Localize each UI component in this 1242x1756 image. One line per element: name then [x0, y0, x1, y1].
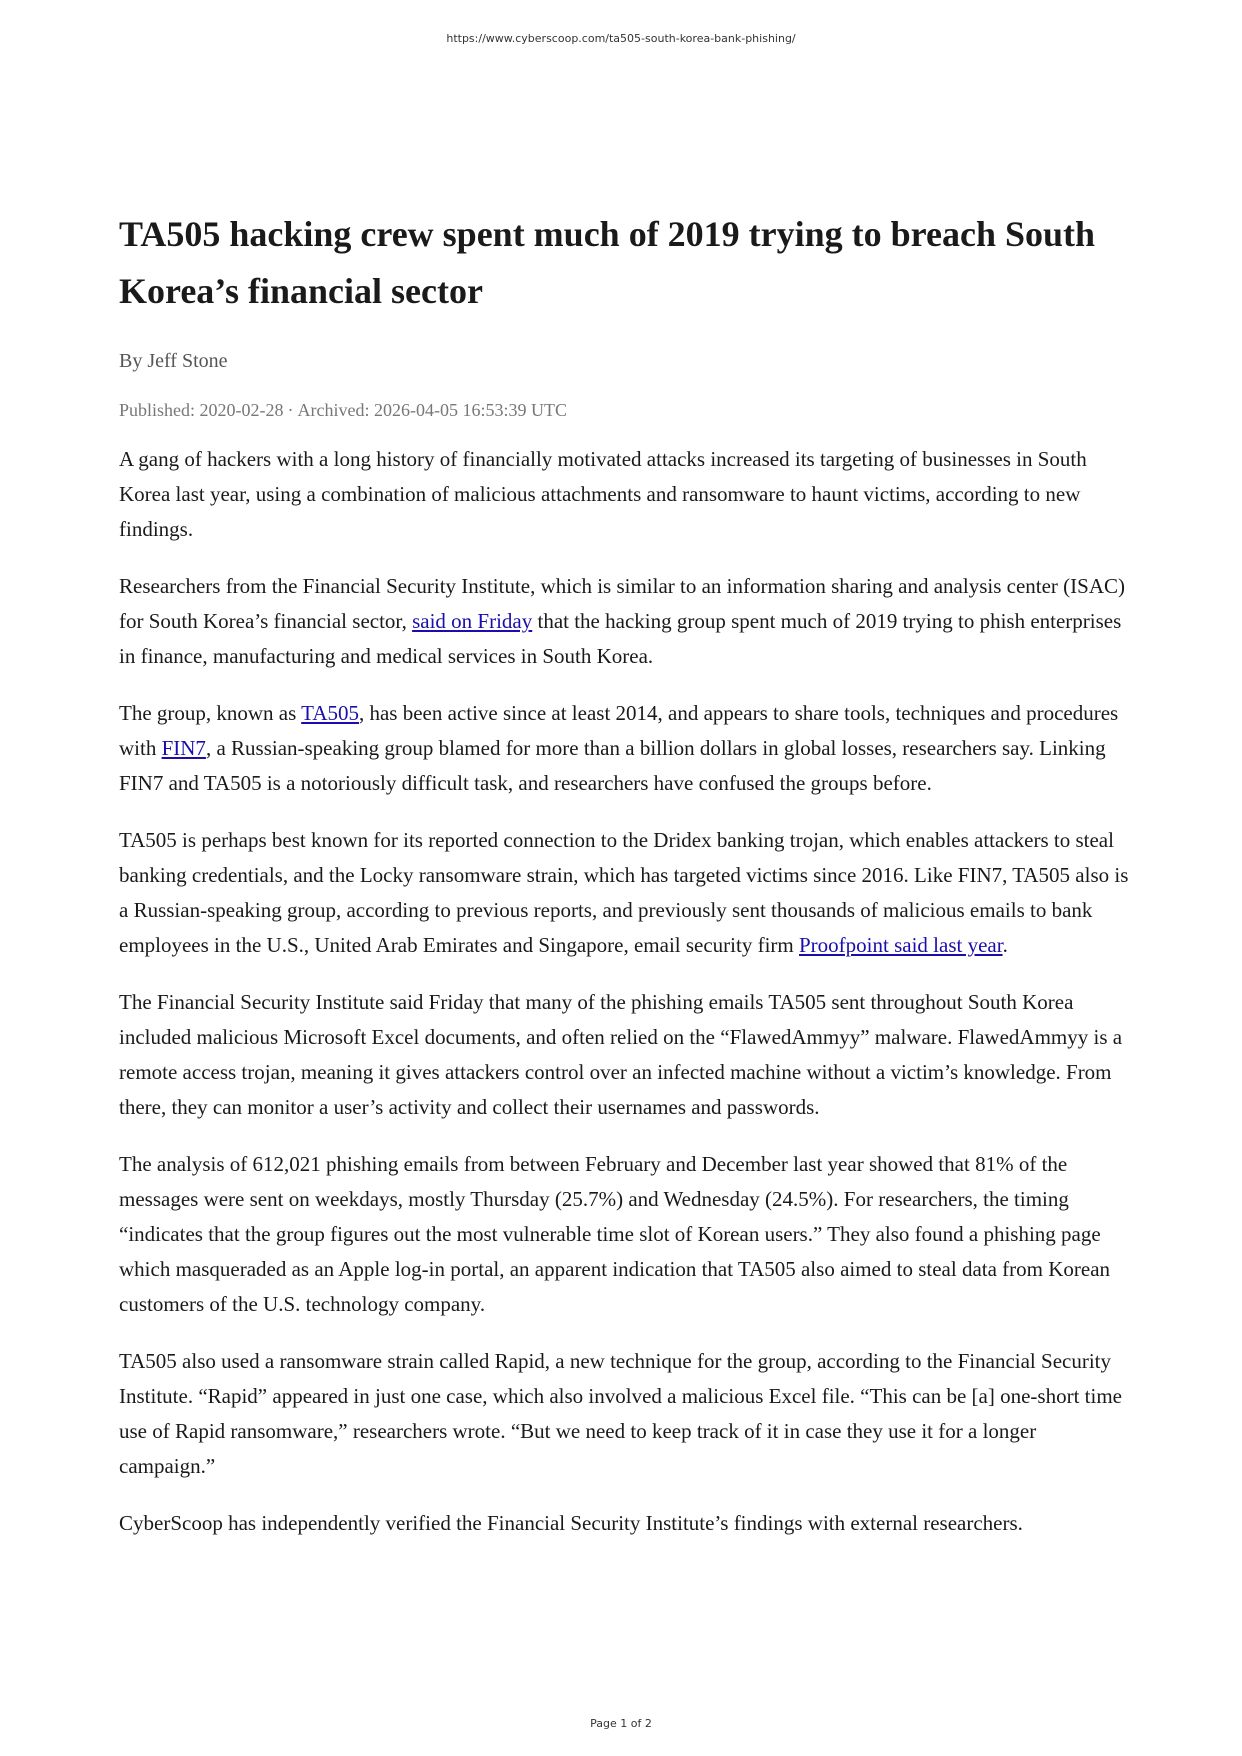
paragraph-3-text-start: The group, known as	[119, 701, 302, 725]
paragraph-3-text-mid: , has been active since at least 2014, and appears to share tools, techniques and procedures with	[119, 701, 1119, 760]
paragraph-4	[119, 823, 1129, 963]
paragraph-2	[119, 569, 1129, 674]
paragraph-3	[119, 696, 1129, 801]
proofpoint-link[interactable]: Proofpoint said last year	[799, 933, 1003, 957]
page-number-footer: Page 1 of 2	[590, 1717, 652, 1730]
paragraph-4-text-end: .	[1002, 933, 1008, 957]
article-byline: By Jeff Stone	[119, 350, 228, 372]
meta-separator: ·	[287, 400, 294, 420]
article-meta	[119, 398, 1129, 422]
article-title: TA505 hacking crew spent much of 2019 trying to breach South Korea’s financial sector	[119, 214, 1096, 311]
said-on-friday-link[interactable]: said on Friday	[412, 609, 533, 633]
paragraph-2-text-start: Researchers from the Financial Security Institute, which is similar to an information sharing and analysis center (ISAC) for South Korea’s financial sector,	[119, 574, 1125, 633]
fin7-link[interactable]: FIN7	[161, 736, 206, 760]
article	[119, 206, 1129, 1563]
paragraph-8: CyberScoop has independently verified the Financial Security Institute’s findings with external researchers.	[119, 1511, 1023, 1535]
paragraph-7: TA505 also used a ransomware strain called Rapid, a new technique for the group, according to the Financial Security Institute. “Rapid” appeared in just one case, which also involved a malicious Excel file. “This can be [a] one-short time use of Rapid ransomware,” researchers wrote. “But we need to keep track of it in case they use it for a longer campaign.”	[119, 1349, 1122, 1478]
article-body	[119, 442, 1129, 1541]
page-url-header: https://www.cyberscoop.com/ta505-south-korea-bank-phishing/	[446, 32, 796, 45]
paragraph-4-text-start: TA505 is perhaps best known for its reported connection to the Dridex banking trojan, which enables attackers to steal banking credentials, and the Locky ransomware strain, which has targeted victims since 2016. Like FIN7, TA505 also is a Russian-speaking group, according to previous reports, and previously sent thousands of malicious emails to bank employees in the U.S., United Arab Emirates and Singapore, email security firm	[119, 828, 1129, 957]
ta505-link[interactable]: TA505	[301, 701, 359, 725]
archived-date: Archived: 2026-04-05 16:53:39 UTC	[297, 400, 567, 420]
paragraph-2-text-end: that the hacking group spent much of 2019 trying to phish enterprises in finance, manufacturing and medical services in South Korea.	[119, 609, 1122, 668]
published-date: Published: 2020-02-28	[119, 400, 284, 420]
paragraph-1: A gang of hackers with a long history of financially motivated attacks increased its targeting of businesses in South Korea last year, using a combination of malicious attachments and ransomware to haunt victims, according to new findings.	[119, 447, 1087, 541]
paragraph-3-text-end: , a Russian-speaking group blamed for more than a billion dollars in global losses, researchers say. Linking FIN7 and TA505 is a notoriously difficult task, and researchers have confused the groups before.	[119, 736, 1106, 795]
paragraph-5: The Financial Security Institute said Friday that many of the phishing emails TA505 sent throughout South Korea included malicious Microsoft Excel documents, and often relied on the “FlawedAmmyy” malware. FlawedAmmyy is a remote access trojan, meaning it gives attackers control over an infected machine without a victim’s knowledge. From there, they can monitor a user’s activity and collect their usernames and passwords.	[119, 990, 1123, 1119]
paragraph-6: The analysis of 612,021 phishing emails from between February and December last year showed that 81% of the messages were sent on weekdays, mostly Thursday (25.7%) and Wednesday (24.5%). For researchers, the timing “indicates that the group figures out the most vulnerable time slot of Korean users.” They also found a phishing page which masqueraded as an Apple log-in portal, an apparent indication that TA505 also aimed to steal data from Korean customers of the U.S. technology company.	[119, 1152, 1111, 1316]
